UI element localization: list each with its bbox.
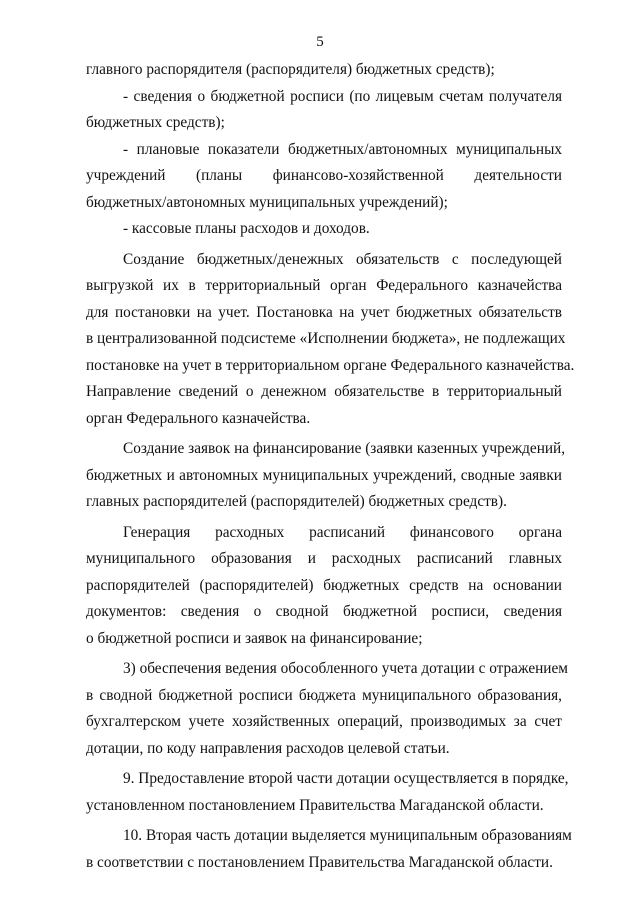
text-line: Создание бюджетных/денежных обязательств с последующей [123,250,562,268]
text-line: бюджетных и автономных муниципальных учреждений, сводные заявки [86,466,562,484]
page-number: 5 [316,34,324,50]
text-line: распорядителей (распорядителей) бюджетных средств на основании [86,576,562,594]
text-line: о бюджетной росписи и заявок на финансирование; [86,629,423,647]
text-line: 10. Вторая часть дотации выделяется муниципальным образованиям [123,827,572,844]
document-body [86,57,575,876]
text-line: - кассовые планы расходов и доходов. [123,220,370,237]
text-line: в централизованной подсистеме «Исполнении бюджета», не подлежащих [86,330,566,347]
text-line: 9. Предоставление второй части дотации осуществляется в порядке, [123,770,569,787]
text-line: Генерация расходных расписаний финансового органа [123,523,562,541]
text-line: документов: сведения о сводной бюджетной росписи, сведения [86,603,562,620]
text-line: орган Федерального казначейства. [86,409,311,427]
text-line: в соответствии с постановлением Правительства Магаданской области. [86,853,553,871]
text-line: 3) обеспечения ведения обособленного учета дотации с отражением [123,660,568,677]
text-line: главного распорядителя (распорядителя) бюджетных средств); [86,61,495,78]
text-line: в сводной бюджетной росписи бюджета муниципального образования, [86,686,562,704]
text-line: бюджетных средств); [86,114,225,131]
text-line: постановке на учет в территориальном органе Федерального казначейства. [86,356,575,374]
text-line: муниципального образования и расходных расписаний главных [86,550,562,567]
text-line: - сведения о бюджетной росписи (по лицевым счетам получателя [123,87,562,105]
text-line: учреждений (планы финансово-хозяйственной деятельности [86,167,562,184]
text-line: главных распорядителей (распорядителей) бюджетных средств). [86,493,507,510]
text-line: выгрузкой их в территориальный орган Федерального казначейства [86,277,562,294]
text-line: установленном постановлением Правительства Магаданской области. [86,796,544,814]
text-line: для постановки на учет. Постановка на учет бюджетных обязательств [86,303,562,321]
text-line: бухгалтерском учете хозяйственных операций, производимых за счет [86,713,562,730]
text-line: дотации, по коду направления расходов целевой статьи. [86,739,450,757]
text-line: бюджетных/автономных муниципальных учреждений); [86,193,448,211]
text-line: Направление сведений о денежном обязательстве в территориальный [86,383,562,400]
text-line: Создание заявок на финансирование (заявки казенных учреждений, [123,440,566,457]
text-line: - плановые показатели бюджетных/автономных муниципальных [123,140,562,158]
